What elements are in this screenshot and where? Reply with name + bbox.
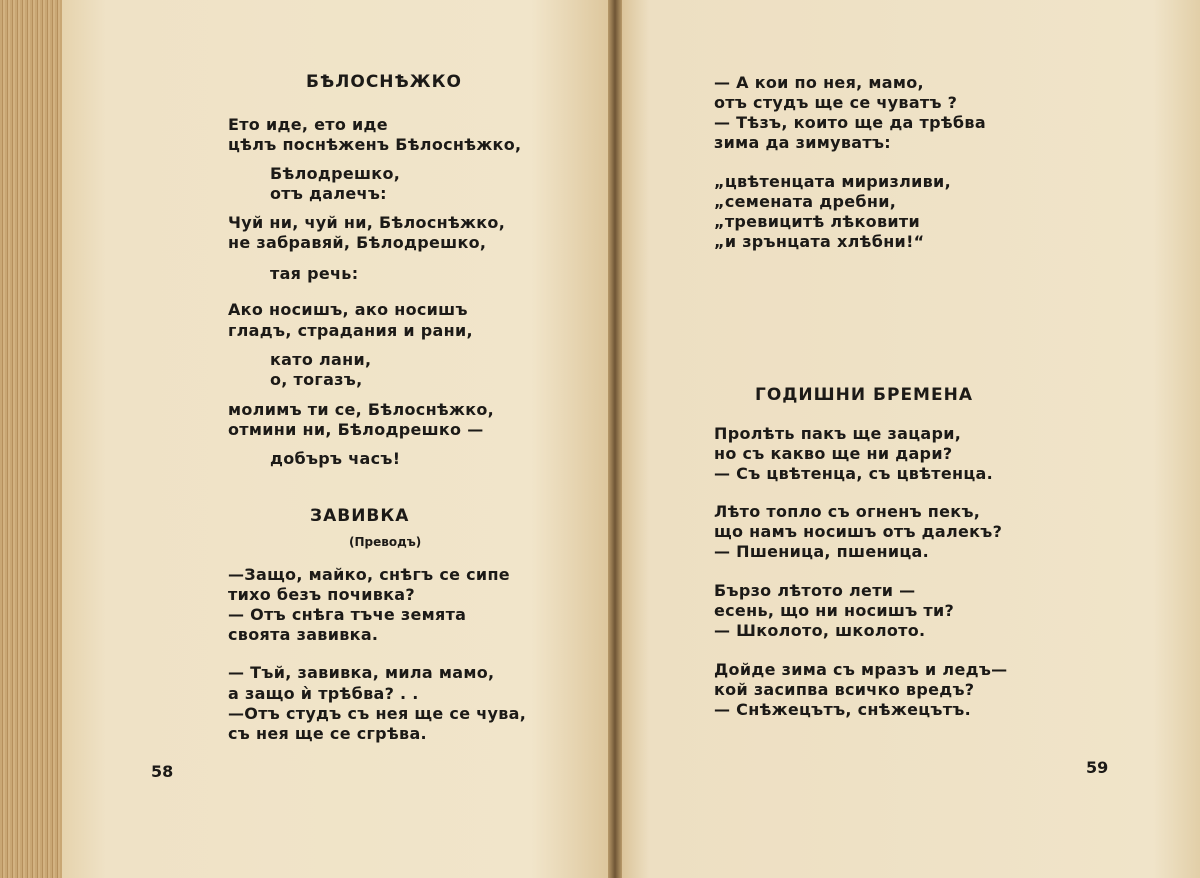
page-number: 59 (1086, 758, 1109, 777)
poem-line: тихо безъ почивка? (228, 585, 415, 604)
poem-line: Ето иде, ето иде (228, 115, 388, 134)
poem-line: Дойде зима съ мразъ и ледъ— (714, 660, 1008, 679)
poem-line: — Пшеница, пшеница. (714, 542, 929, 561)
poem-line: съ нея ще се сгрѣва. (228, 724, 427, 743)
page-number: 58 (151, 762, 174, 781)
poem-line: — Съ цвѣтенца, съ цвѣтенца. (714, 464, 993, 483)
poem-line: гладъ, страдания и рани, (228, 321, 473, 340)
poem-line: зима да зимуватъ: (714, 133, 891, 152)
poem-line: „семената дребни, (714, 192, 897, 211)
poem-line: своята завивка. (228, 625, 379, 644)
poem-line: цѣлъ поснѣженъ Бѣлоснѣжко, (228, 135, 522, 154)
poem-line: Пролѣть пакъ ще зацари, (714, 424, 962, 443)
poem-title: ГОДИШНИ БРЕМЕНА (755, 385, 973, 405)
poem-line: „цвѣтенцата миризливи, (714, 172, 951, 191)
poem-line: — А кои по нея, мамо, (714, 73, 924, 92)
poem-line: „и зрънцата хлѣбни!“ (714, 232, 925, 251)
poem-line: а защо ѝ трѣбва? . . (228, 684, 419, 703)
poem-line: молимъ ти се, Бѣлоснѣжко, (228, 400, 495, 419)
poem-title: ЗАВИВКА (310, 506, 410, 526)
poem-line: отмини ни, Бѣлодрешко — (228, 420, 484, 439)
poem-line: що намъ носишъ отъ далекъ? (714, 522, 1003, 541)
poem-line: —Отъ студъ съ нея ще се чува, (228, 704, 527, 723)
poem-line: но съ какво ще ни дари? (714, 444, 953, 463)
poem-line: о, тогазъ, (270, 370, 363, 389)
poem-line: — Тъй, завивка, мила мамо, (228, 663, 495, 682)
poem-line: — Снѣжецътъ, снѣжецътъ. (714, 700, 971, 719)
poem-line: не забравяй, Бѣлодрешко, (228, 233, 487, 252)
poem-line: тая речь: (270, 264, 359, 283)
poem-line: есень, що ни носишъ ти? (714, 601, 955, 620)
poem-line: Бързо лѣтото лети — (714, 581, 916, 600)
poem-line: Чуй ни, чуй ни, Бѣлоснѣжко, (228, 213, 506, 232)
poem-line: кой засипва всичко вредъ? (714, 680, 975, 699)
poem-line: Бѣлодрешко, (270, 164, 401, 183)
poem-line: — Тѣзъ, които ще да трѣбва (714, 113, 986, 132)
page-edges (0, 0, 62, 878)
poem-title: БѢЛОСНѢЖКО (306, 72, 462, 92)
poem-line: — Отъ снѣга тъче земята (228, 605, 467, 624)
book-gutter (608, 0, 622, 878)
poem-line: отъ студъ ще се чуватъ ? (714, 93, 958, 112)
poem-subtitle: (Преводъ) (349, 535, 422, 549)
poem-line: Ако носишъ, ако носишъ (228, 300, 468, 319)
poem-line: — Школото, школото. (714, 621, 926, 640)
poem-line: добъръ часъ! (270, 449, 401, 468)
poem-line: като лани, (270, 350, 372, 369)
poem-line: —Защо, майко, снѣгъ се сипе (228, 565, 510, 584)
poem-line: отъ далечъ: (270, 184, 387, 203)
poem-line: „тревицитѣ лѣковити (714, 212, 920, 231)
poem-line: Лѣто топло съ огненъ пекъ, (714, 502, 981, 521)
